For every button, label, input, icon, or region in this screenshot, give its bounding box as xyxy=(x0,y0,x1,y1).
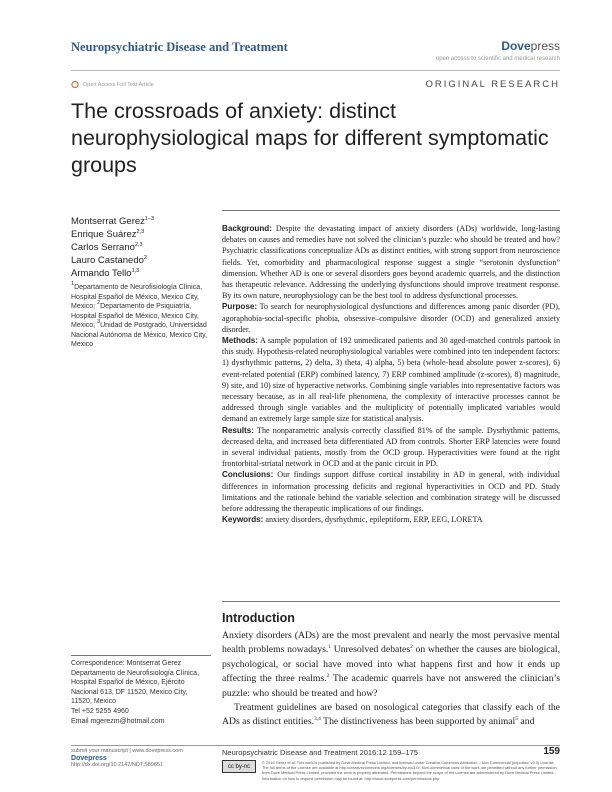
abstract-keywords: Keywords: anxiety disorders, dysrhythmic, epileptiform, ERP, EEG, LORETA xyxy=(222,515,483,525)
author: Lauro Castanedo$^2$ xyxy=(71,255,147,266)
author: Enrique Suárez$^{2,3}$ xyxy=(71,229,145,240)
author: Carlos Serrano$^{2,3}$ xyxy=(71,242,143,253)
abstract-methods: Methods: A sample population of 192 unmedicated patients and 30 aged-matched controls partook in this study. Hypothesis-related neurophysiological variables were combined into ten independent factors: 1) dysrhythmic patterns, 2) delta, 3) theta, 4) alpha, 5) beta (whole-head absolute power z-scores), 6) event-related potential (ERP) combined latency, 7) ERP combined amplitude (z-scores), 8) magnitude, 9) site, and 10) size of hyperactive networks. Combining single variables into representative factors was necessary because, as in all real-life phenomena, the complexity of interactive processes cannot be addressed through single variables and the multiplicity of potentially implicated variables would demand an extremely large sample size for statistical analysis. xyxy=(222,336,561,424)
correspondence-line: Hospital Español de México, Ejército xyxy=(71,679,185,687)
abstract-top-divider xyxy=(222,210,560,211)
publisher-name: Dove xyxy=(501,39,531,53)
footer-citation: Neuropsychiatric Disease and Treatment 2016:12 159–175 xyxy=(222,748,418,757)
submit-manuscript-link[interactable]: submit your manuscript | www.dovepress.com xyxy=(71,748,183,754)
journal-name: Neuropsychiatric Disease and Treatment xyxy=(71,40,288,54)
header-divider xyxy=(71,70,560,71)
abstract xyxy=(222,223,560,525)
author: Armando Tello$^{1,3}$ xyxy=(71,268,140,279)
author-list xyxy=(71,215,211,280)
footer-dovepress-logo[interactable]: Dovepress xyxy=(71,755,107,762)
article-type: ORIGINAL RESEARCH xyxy=(425,79,560,90)
doi-link[interactable]: http://dx.doi.org/10.2147/NDT.S89651 xyxy=(71,762,164,768)
abstract-background: Background: Despite the devastating impact of anxiety disorders (ADs) worldwide, long-lasting debates on causes and remedies have not solved the clinician’s puzzle: who should be treated and how? Psychiatric classifications conceptualize ADs as distinct entities, with strong support from neuroscience fields. Yet, comorbidity and pharmacological response suggest a single “serotonin dysfunction” dimension. Whether AD is one or several disorders goes beyond academic quarrels, and the distinction has therapeutic relevance. Addressing the underlying dysfunctions should improve treatment response. By its own nature, neurophysiology can be the best tool to address dysfunctional processes. xyxy=(222,224,560,301)
correspondence-block xyxy=(71,659,211,726)
creative-commons-icon[interactable]: cc by-nc xyxy=(222,760,256,773)
publisher-tagline: open access to scientific and medical research xyxy=(435,56,560,62)
publisher-logo[interactable] xyxy=(501,39,560,53)
correspondence-line: 11520, Mexico xyxy=(71,698,117,706)
abstract-purpose: Purpose: To search for neurophysiological dysfunctions and differences among panic disorder (PD), agoraphobia-social-specific phobia, obsessive–compulsive disorder (OCD) and generalized anxiety disorder. xyxy=(222,302,560,334)
abstract-bottom-divider xyxy=(222,601,560,602)
correspondence-email[interactable]: Email mgerezm@hotmail.com xyxy=(71,717,165,725)
correspondence-line: Tel +52 5255 4960 xyxy=(71,707,129,715)
affiliations: $^1$Departamento de Neurofisiología Clínica, Hospital Español de México, Mexico City, Mexico; $^2$Departamento de Psiquiatría, Hospital Español de México, Mexico City, Mexico; $^3$Unidad de Postgrado, Universidad Nacional Autónoma de México, Mexico City, Mexico xyxy=(71,281,208,348)
footer-divider xyxy=(71,745,560,746)
introduction-body xyxy=(222,629,560,730)
correspondence-line: Departamento de Neurofisiología Clínica, xyxy=(71,669,200,677)
open-access-lock-icon: ⭘ xyxy=(71,80,79,91)
footer-publisher-info xyxy=(71,748,211,769)
correspondence-label: Correspondence: Montserrat Gerez xyxy=(71,660,182,667)
correspondence-line: Nacional 613, DF 11520, Mexico City, xyxy=(71,688,188,696)
publisher-suffix: press xyxy=(530,39,560,53)
open-access-label: Open Access Full Text Article xyxy=(83,82,154,88)
correspondence-divider xyxy=(71,655,211,656)
page-number: 159 xyxy=(543,746,560,757)
introduction-paragraph: Treatment guidelines are based on nosological categories that classify each of the ADs as distinct entities.$^{3,4}$ The distinctiveness has been supported by animal$^5$ and xyxy=(222,702,560,728)
article-title: The crossroads of anxiety: distinct neurophysiological maps for different symptomatic groups xyxy=(71,99,549,177)
author: Montserrat Gerez$^{1-3}$ xyxy=(71,216,155,227)
license-text: © 2016 Gerez et al. This work is published by Dove Medical Press Limited, and licensed under Creative Commons Attribution – Non Commercial (unported, v3.0) License. The full terms of the License are available at http://creativecommons.org/licenses/by-nc/3.0/. Non-commercial uses of the work are permitted without any further permission from Dove Medical Press Limited, provided the work is properly attributed. Permissions beyond the scope of the License are administered by Dove Medical Press Limited. Information on how to request permission may be found at: http://www.dovepress.com/permissions.php xyxy=(262,760,557,781)
abstract-results: Results: The nonparametric analysis correctly classified 81% of the sample. Dysrhythmic patterns, decreased delta, and increased beta differentiated AD from controls. Shorter ERP latencies were found in several individual patients, mostly from the OCD group. Hyperactivities were found at the right frontorbital-striatal network in OCD and at the panic circuit in PD. xyxy=(222,425,560,469)
abstract-conclusions: Conclusions: Our findings support diffuse cortical instability in AD in general, with individual differences in information processing deficits and regional hyperactivities in OCD and PD. Study limitations and the rationale behind the variable selection and combination strategy will be discussed before addressing the therapeutic implications of our findings. xyxy=(222,470,560,514)
introduction-heading: Introduction xyxy=(222,611,295,625)
introduction-paragraph: Anxiety disorders (ADs) are the most prevalent and nearly the most pervasive mental health problems nowadays.$^1$ Unresolved debates$^2$ on whether the causes are biological, psychological, or social have moved into what happens first and how it ends up affecting the three realms.$^2$ The academic quarrels have not answered the clinician’s puzzle: who should be treated and how? xyxy=(222,630,560,699)
